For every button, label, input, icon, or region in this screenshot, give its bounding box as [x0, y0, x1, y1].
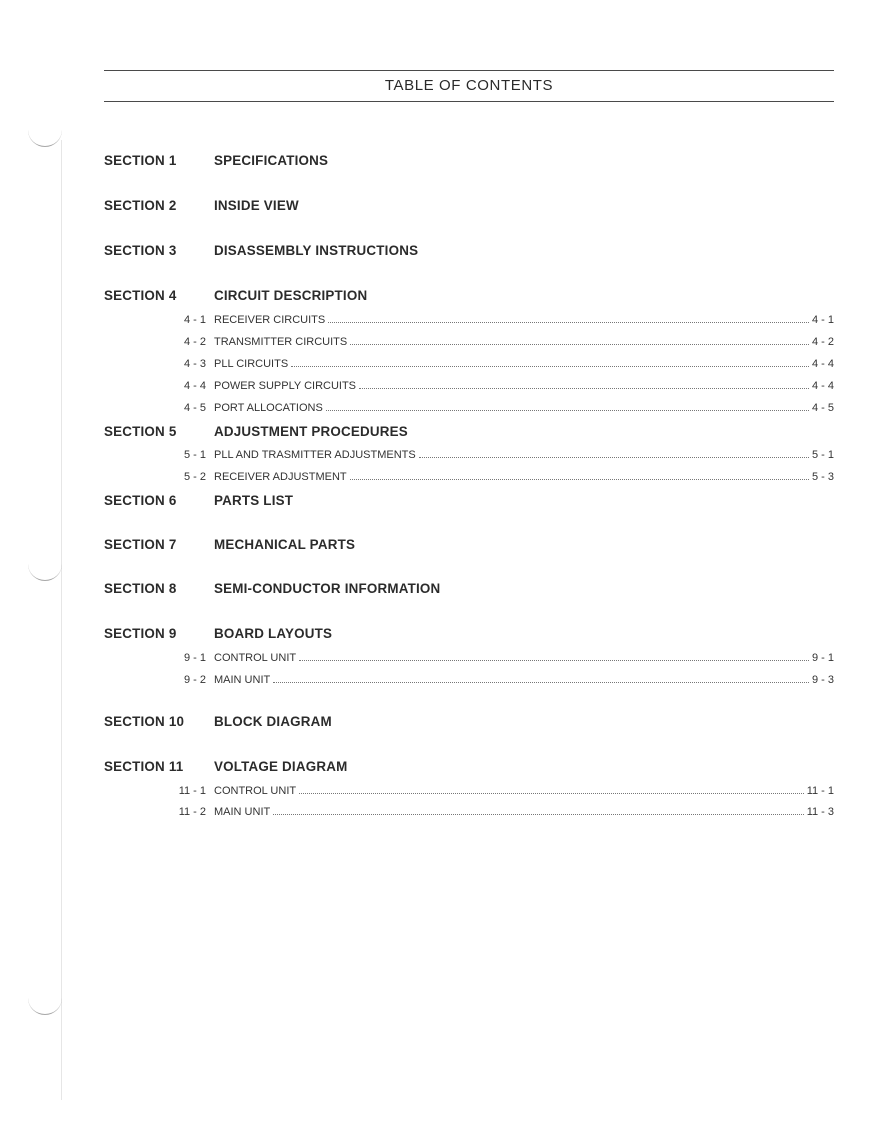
dot-leader: [273, 813, 803, 815]
entry-number: 9 - 2: [183, 674, 206, 686]
entry-page: 9 - 1: [811, 652, 834, 664]
section-label: SECTION 1: [104, 153, 177, 168]
entry-number: 5 - 2: [183, 471, 206, 483]
dot-leader: [291, 365, 809, 367]
toc-entry-5-1[interactable]: [168, 449, 834, 463]
entry-number: 5 - 1: [183, 449, 206, 461]
section-title: SPECIFICATIONS: [214, 153, 329, 168]
entry-title: TRANSMITTER CIRCUITS: [214, 336, 348, 348]
page-edge-line: [61, 140, 62, 1100]
section-label: SECTION 3: [104, 243, 177, 258]
toc-entry-4-1[interactable]: [168, 314, 834, 328]
dot-leader: [419, 456, 809, 458]
entry-page: 4 - 4: [811, 380, 834, 392]
section-label: SECTION 6: [104, 493, 177, 508]
entry-number: 4 - 4: [183, 380, 206, 392]
dot-leader: [328, 321, 809, 323]
entry-title: RECEIVER ADJUSTMENT: [214, 471, 347, 483]
header-rule-top: [104, 70, 834, 71]
toc-entry-4-5[interactable]: [168, 402, 834, 416]
entry-page: 4 - 2: [811, 336, 834, 348]
section-title: ADJUSTMENT PROCEDURES: [214, 424, 408, 439]
section-title: CIRCUIT DESCRIPTION: [214, 288, 368, 303]
dot-leader: [273, 681, 809, 683]
page-title: TABLE OF CONTENTS: [384, 77, 554, 94]
entry-number: 9 - 1: [183, 652, 206, 664]
dot-leader: [299, 792, 804, 794]
binder-hole-mark: [28, 128, 62, 147]
entry-title: CONTROL UNIT: [214, 652, 297, 664]
entry-page: 5 - 1: [811, 449, 834, 461]
entry-title: RECEIVER CIRCUITS: [214, 314, 326, 326]
toc-entry-5-2[interactable]: [168, 471, 834, 485]
entry-number: 4 - 3: [183, 358, 206, 370]
section-title: BOARD LAYOUTS: [214, 626, 333, 641]
binder-hole-mark: [28, 996, 62, 1015]
dot-leader: [326, 409, 809, 411]
entry-page: 11 - 3: [806, 806, 834, 818]
entry-title: PLL AND TRASMITTER ADJUSTMENTS: [214, 449, 416, 461]
section-title: SEMI-CONDUCTOR INFORMATION: [214, 581, 441, 596]
section-label: SECTION 7: [104, 537, 177, 552]
toc-entry-4-2[interactable]: [168, 336, 834, 350]
toc-entry-4-4[interactable]: [168, 380, 834, 394]
entry-page: 9 - 3: [811, 674, 834, 686]
entry-page: 11 - 1: [806, 785, 834, 797]
section-label: SECTION 8: [104, 581, 177, 596]
toc-entry-11-2[interactable]: [168, 806, 834, 820]
entry-title: PORT ALLOCATIONS: [214, 402, 323, 414]
section-title: PARTS LIST: [214, 493, 294, 508]
section-title: VOLTAGE DIAGRAM: [214, 759, 348, 774]
entry-number: 4 - 1: [183, 314, 206, 326]
section-label: SECTION 2: [104, 198, 177, 213]
section-label: SECTION 10: [104, 714, 185, 729]
section-title: INSIDE VIEW: [214, 198, 299, 213]
entry-number: 11 - 2: [178, 806, 206, 818]
section-label: SECTION 11: [104, 759, 184, 774]
dot-leader: [350, 343, 809, 345]
binder-hole-mark: [28, 562, 62, 581]
entry-title: MAIN UNIT: [214, 806, 271, 818]
entry-page: 5 - 3: [811, 471, 834, 483]
section-title: MECHANICAL PARTS: [214, 537, 356, 552]
dot-leader: [299, 659, 809, 661]
toc-entry-11-1[interactable]: [168, 785, 834, 799]
entry-title: MAIN UNIT: [214, 674, 271, 686]
entry-title: PLL CIRCUITS: [214, 358, 289, 370]
entry-title: CONTROL UNIT: [214, 785, 297, 797]
entry-number: 4 - 5: [183, 402, 206, 414]
dot-leader: [359, 387, 809, 389]
section-label: SECTION 5: [104, 424, 177, 439]
toc-entry-9-1[interactable]: [168, 652, 834, 666]
dot-leader: [350, 478, 809, 480]
section-label: SECTION 9: [104, 626, 177, 641]
toc-entry-4-3[interactable]: [168, 358, 834, 372]
entry-number: 11 - 1: [178, 785, 206, 797]
toc-entry-9-2[interactable]: [168, 674, 834, 688]
section-title: DISASSEMBLY INSTRUCTIONS: [214, 243, 419, 258]
entry-page: 4 - 1: [811, 314, 834, 326]
entry-page: 4 - 4: [811, 358, 834, 370]
entry-page: 4 - 5: [811, 402, 834, 414]
section-label: SECTION 4: [104, 288, 177, 303]
entry-title: POWER SUPPLY CIRCUITS: [214, 380, 357, 392]
header-rule-bottom: [104, 101, 834, 102]
entry-number: 4 - 2: [183, 336, 206, 348]
section-title: BLOCK DIAGRAM: [214, 714, 332, 729]
